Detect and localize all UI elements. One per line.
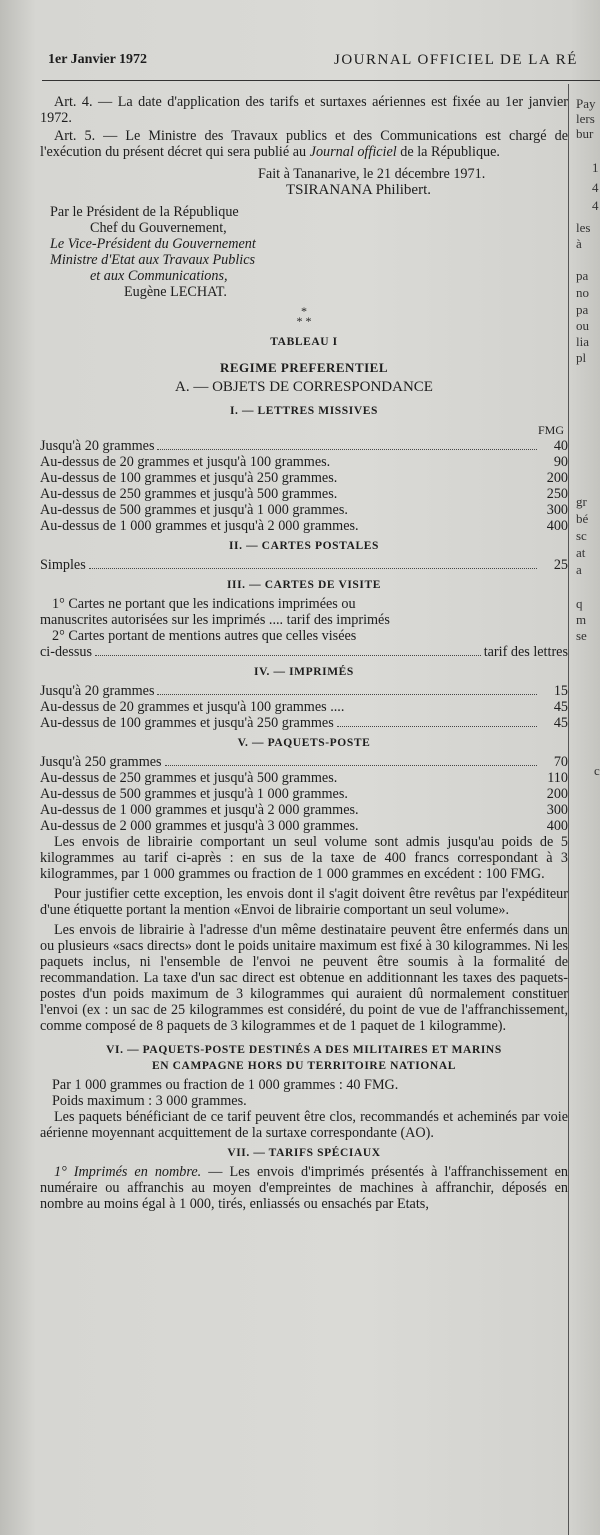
- margin-fragment: pa: [576, 268, 589, 283]
- page-header: [48, 52, 600, 78]
- letters-table: [40, 438, 568, 534]
- row-value: 200: [546, 786, 568, 802]
- margin-fragment: les: [576, 220, 591, 235]
- postcards-heading: II. — CARTES POSTALES: [228, 540, 380, 552]
- row-value: 45: [553, 699, 568, 715]
- leader-dots: [165, 765, 537, 766]
- special-lead: 1° Imprimés en nombre.: [54, 1164, 202, 1180]
- row-label: ci-dessus: [40, 644, 93, 660]
- margin-fragment: 4: [592, 198, 599, 213]
- minister-name: Eugène LECHAT.: [124, 284, 227, 300]
- row-label: Au-dessus de 1 000 grammes et jusqu'à 2 000 grammes.: [40, 518, 359, 534]
- military-paragraph: Les paquets bénéficiant de ce tarif peuvent être clos, recommandés et acheminés par voie aérienne moyennant acquittement de la surtaxe correspondante (AO).: [40, 1109, 568, 1141]
- margin-fragment: pa: [576, 302, 589, 317]
- currency-label: FMG: [537, 423, 564, 437]
- regime-title: REGIME PREFERENTIEL: [219, 360, 389, 375]
- row-value: 15: [553, 683, 568, 699]
- margin-fragment: m: [576, 612, 587, 627]
- column-divider: [568, 84, 569, 1535]
- row-label: Simples: [40, 557, 86, 573]
- table-row: [40, 754, 568, 770]
- table-row: [40, 715, 568, 731]
- margin-fragment: 4: [592, 180, 599, 195]
- table-row: [40, 470, 568, 486]
- main-column: [40, 88, 568, 1212]
- row-label: Au-dessus de 100 grammes et jusqu'à 250 grammes: [40, 715, 334, 731]
- star-top: *: [301, 304, 307, 318]
- margin-fragment: se: [576, 628, 587, 643]
- special-text: — Les envois d'imprimés présentés à l'affranchissement en numéraire ou affranchis au moyen d'empreintes de machines à affranchir, déposés en nombre au moins égal à 1 000, tirés, enliassés ou ensachés par Etats,: [40, 1164, 568, 1212]
- row-value: 25: [553, 557, 568, 573]
- row-value: 40: [553, 438, 568, 454]
- margin-fragment: a: [576, 562, 582, 577]
- star-bottom: * *: [296, 314, 312, 328]
- row-value: 110: [547, 770, 568, 786]
- table-row: [40, 786, 568, 802]
- margin-fragment: at: [576, 545, 586, 560]
- letters-heading: I. — LETTRES MISSIVES: [229, 405, 379, 417]
- margin-fragment: c: [594, 763, 600, 778]
- visit-card-item-2a: 2° Cartes portant de mentions autres que celles visées: [52, 628, 357, 644]
- row-label: Au-dessus de 2 000 grammes et jusqu'à 3 000 grammes.: [40, 818, 359, 834]
- leader-dots: [157, 694, 537, 695]
- separator-stars: [40, 306, 568, 326]
- margin-fragment: sc: [576, 528, 587, 543]
- row-value: 45: [553, 715, 568, 731]
- row-label: Au-dessus de 250 grammes et jusqu'à 500 grammes.: [40, 486, 338, 502]
- margin-fragment: bur: [576, 126, 594, 141]
- communications-line: et aux Communications,: [90, 268, 228, 284]
- row-label: Au-dessus de 500 grammes et jusqu'à 1 000 grammes.: [40, 502, 348, 518]
- vice-president-line: Le Vice-Président du Gouvernement: [50, 236, 256, 252]
- right-column-fragments: [576, 0, 600, 1535]
- journal-title: JOURNAL OFFICIEL DE LA RÉ: [334, 52, 578, 68]
- margin-fragment: q: [576, 596, 583, 611]
- journal-officiel-ref: Journal officiel: [309, 144, 397, 160]
- leader-dots: [337, 726, 537, 727]
- special-paragraph: [40, 1164, 568, 1212]
- row-value: 400: [546, 818, 568, 834]
- row-value: tarif des lettres: [483, 644, 568, 660]
- parcels-paragraph-1: Les envois de librairie comportant un seul volume sont admis jusqu'au poids de 5 kilogrammes au tarif ci-après : en sus de la taxe de 400 francs correspondant à 3 kilogrammes, par 1 000 grammes ou fraction de 1 000 grammes en excédent : 100 FMG.: [40, 834, 568, 882]
- row-value: 400: [546, 518, 568, 534]
- row-value: 300: [546, 502, 568, 518]
- row-value: 250: [546, 486, 568, 502]
- leader-dots: [95, 655, 481, 656]
- tableau-title: TABLEAU I: [270, 336, 338, 348]
- table-row: [40, 644, 568, 660]
- margin-fragment: 1: [592, 160, 599, 175]
- minister-line: Ministre d'Etat aux Travaux Publics: [50, 252, 256, 268]
- article-5-end: de la République.: [400, 144, 500, 160]
- margin-fragment: pl: [576, 350, 587, 365]
- by-president-line: Par le Président de la République: [50, 204, 239, 220]
- margin-fragment: lers: [576, 111, 595, 126]
- printed-heading: IV. — IMPRIMÉS: [254, 666, 354, 678]
- row-label: Jusqu'à 20 grammes: [40, 683, 155, 699]
- row-label: Au-dessus de 500 grammes et jusqu'à 1 000 grammes.: [40, 786, 348, 802]
- military-max-weight: Poids maximum : 3 000 grammes.: [52, 1093, 247, 1109]
- row-label: Jusqu'à 20 grammes: [40, 438, 155, 454]
- special-heading: VII. — TARIFS SPÉCIAUX: [227, 1147, 381, 1159]
- signatory-name: TSIRANANA Philibert.: [286, 182, 432, 198]
- margin-fragment: no: [576, 285, 589, 300]
- margin-fragment: Pay: [576, 96, 596, 111]
- article-5-text: Art. 5. — Le Ministre des Travaux publics et des Communications est chargé de l'exécution du présent décret qui sera publié au: [40, 128, 568, 160]
- done-at-line: Fait à Tananarive, le 21 décembre 1971.: [258, 166, 486, 182]
- parcels-paragraph-2: Pour justifier cette exception, les envois dont il s'agit doivent être revêtus par l'expéditeur d'une étiquette portant la mention «Envoi de librairie comportant un seul volume».: [40, 886, 568, 918]
- military-rate: Par 1 000 grammes ou fraction de 1 000 grammes : 40 FMG.: [52, 1077, 399, 1093]
- article-4: Art. 4. — La date d'application des tarifs et surtaxes aériennes est fixée au 1er janvier 1972.: [40, 94, 568, 126]
- margin-fragment: à: [576, 236, 582, 251]
- military-heading-1: VI. — PAQUETS-POSTE DESTINÉS A DES MILITAIRES ET MARINS: [106, 1044, 502, 1056]
- table-row: [40, 454, 568, 470]
- header-rule: [42, 80, 600, 81]
- table-row: [40, 486, 568, 502]
- header-date: 1er Janvier 1972: [48, 52, 148, 67]
- article-5: [40, 128, 568, 160]
- table-row: [40, 502, 568, 518]
- row-label: Au-dessus de 100 grammes et jusqu'à 250 grammes.: [40, 470, 338, 486]
- table-row: [40, 699, 568, 715]
- table-row: [40, 683, 568, 699]
- row-value: 200: [546, 470, 568, 486]
- chef-line: Chef du Gouvernement,: [90, 220, 227, 236]
- table-row: [40, 438, 568, 454]
- row-value: 300: [546, 802, 568, 818]
- table-row: [40, 770, 568, 786]
- row-label: Au-dessus de 20 grammes et jusqu'à 100 grammes ....: [40, 699, 345, 715]
- table-row: [40, 802, 568, 818]
- parcels-heading: V. — PAQUETS-POSTE: [237, 737, 371, 749]
- visit-card-item-1b: manuscrites autorisées sur les imprimés .... tarif des imprimés: [40, 612, 390, 628]
- table-row: [40, 818, 568, 834]
- row-label: Au-dessus de 20 grammes et jusqu'à 100 grammes.: [40, 454, 331, 470]
- row-label: Au-dessus de 250 grammes et jusqu'à 500 grammes.: [40, 770, 338, 786]
- row-value: 70: [553, 754, 568, 770]
- row-label: Au-dessus de 1 000 grammes et jusqu'à 2 000 grammes.: [40, 802, 359, 818]
- military-heading-2: EN CAMPAGNE HORS DU TERRITOIRE NATIONAL: [151, 1060, 456, 1072]
- section-a-title: A. — OBJETS DE CORRESPONDANCE: [175, 379, 433, 395]
- row-value: 90: [553, 454, 568, 470]
- visit-card-item-1a: 1° Cartes ne portant que les indications imprimées ou: [52, 596, 356, 612]
- table-row: [40, 557, 568, 573]
- leader-dots: [157, 449, 537, 450]
- table-row: [40, 518, 568, 534]
- margin-fragment: ou: [576, 318, 589, 333]
- margin-fragment: gr: [576, 494, 587, 509]
- margin-fragment: lia: [576, 334, 589, 349]
- leader-dots: [89, 568, 537, 569]
- row-label: Jusqu'à 250 grammes: [40, 754, 162, 770]
- parcels-paragraph-3: Les envois de librairie à l'adresse d'un même destinataire peuvent être enfermés dans un ou plusieurs «sacs directs» dont le poids unitaire maximum est fixé à 30 kilogrammes. Ni les paquets inclus, ni l'ensemble de l'envoi ne peuvent être soumis à la formalité de recommandation. La taxe d'un sac direct est obtenue en additionnant les taxes des paquets-postes d'un poids maximum de 3 kilogrammes qui auraient dû normalement constituer l'envoi (ex : un sac de 25 kilogrammes est considéré, du point de vue de l'affranchissement, comme composé de 8 paquets de 3 kilogrammes et de 1 paquet de 1 kilogramme).: [40, 922, 568, 1034]
- margin-fragment: bé: [576, 511, 589, 526]
- visit-cards-heading: III. — CARTES DE VISITE: [226, 579, 382, 591]
